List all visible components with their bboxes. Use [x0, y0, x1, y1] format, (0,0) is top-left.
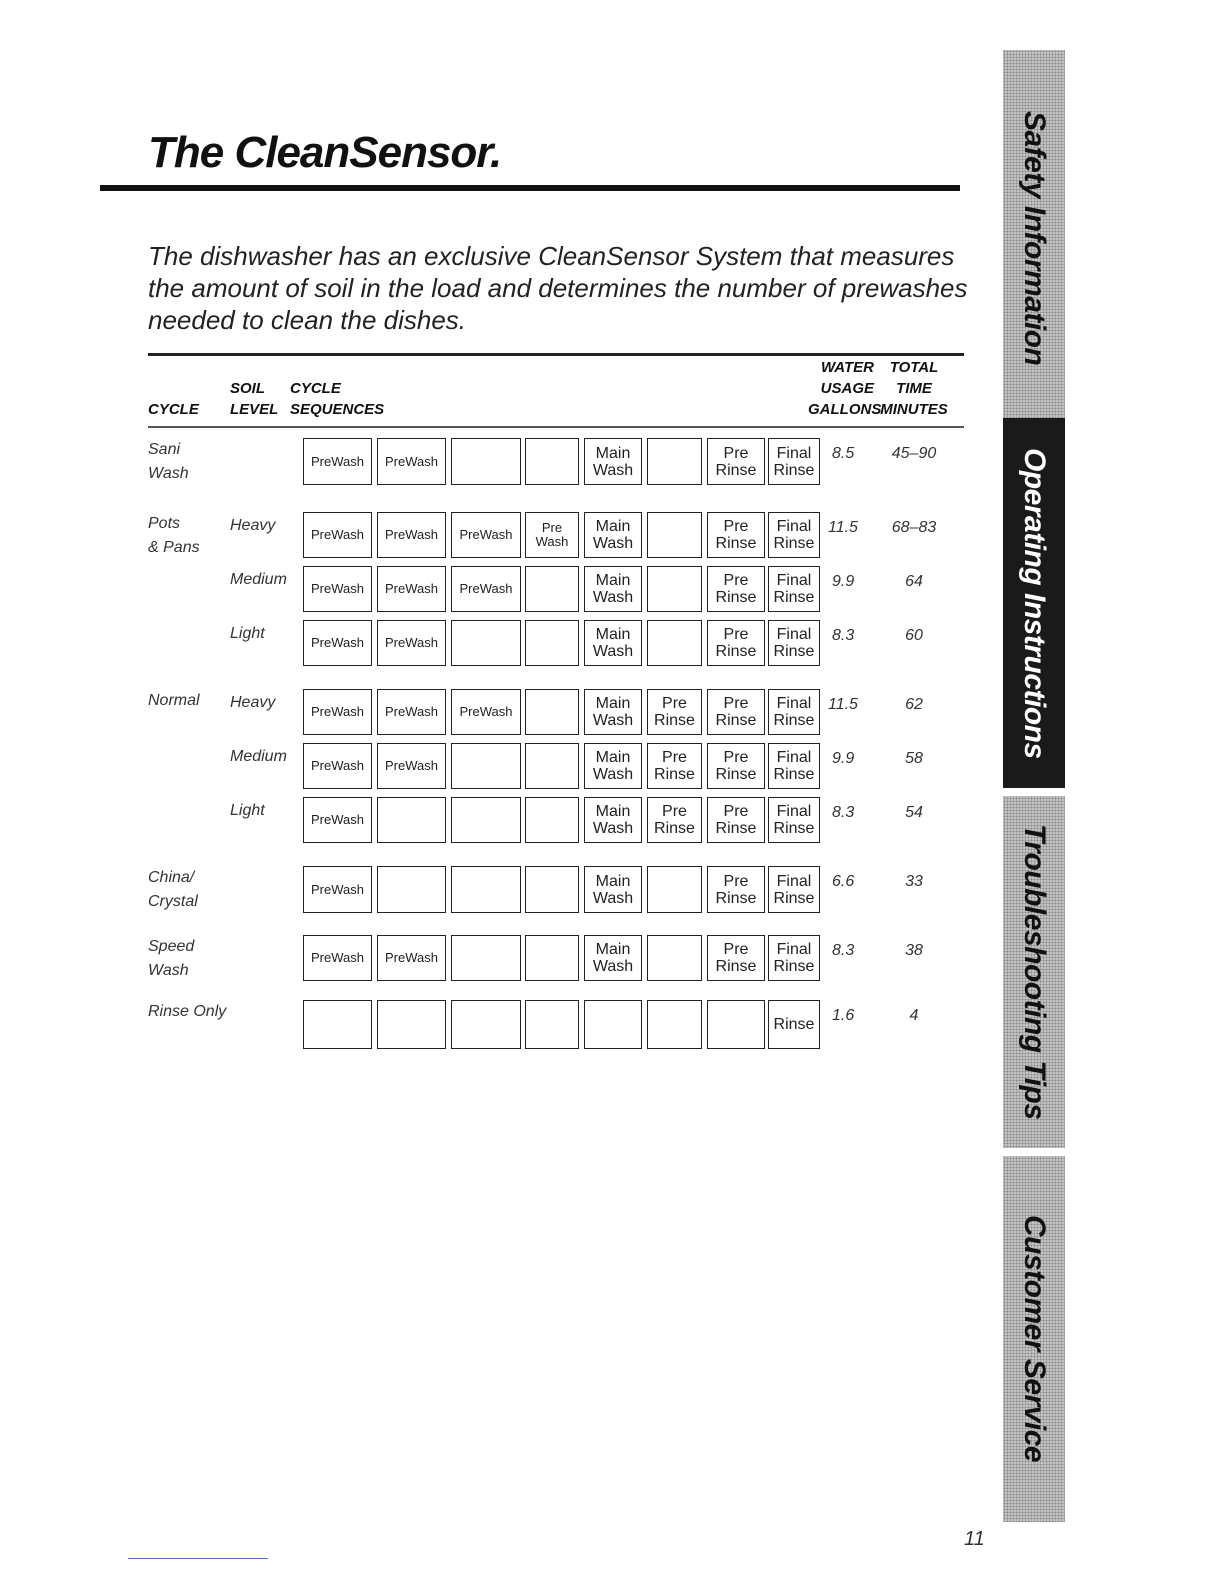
- sequence-step-box: [647, 438, 702, 485]
- sequence-step-box: PreWash: [377, 438, 446, 485]
- water-usage-value: 11.5: [828, 696, 858, 713]
- sequence-step-box: PreWash: [303, 689, 372, 735]
- sequence-step-box: [647, 1000, 702, 1049]
- cycle-name: & Pans: [148, 539, 200, 556]
- cycle-name: Wash: [148, 962, 189, 979]
- tab-divider: [1003, 1148, 1065, 1156]
- sequence-step-box: Main Wash: [584, 689, 642, 735]
- section-tab-label: Operating Instructions: [1018, 447, 1051, 759]
- total-time-value: 62: [905, 696, 923, 713]
- soil-level: Medium: [230, 748, 287, 765]
- total-time-value: 58: [905, 750, 923, 767]
- sequence-step-box: PreWash: [303, 512, 372, 558]
- sequence-step-box: PreWash: [451, 512, 521, 558]
- sequence-step-box: [451, 620, 521, 666]
- sequence-step-box: [525, 797, 579, 843]
- sequence-step-box: [584, 1000, 642, 1049]
- total-time-value: 38: [905, 942, 923, 959]
- sequence-step-box: [647, 935, 702, 981]
- sequence-step-box: Final Rinse: [768, 797, 820, 843]
- sequence-step-box: [451, 797, 521, 843]
- sequence-step-box: Pre Rinse: [647, 689, 702, 735]
- cycle-name: Pots: [148, 515, 181, 532]
- cycle-name: Normal: [148, 692, 200, 709]
- soil-level: Light: [230, 802, 265, 819]
- sequence-step-box: Pre Rinse: [707, 438, 765, 485]
- sequence-step-box: Pre Rinse: [647, 797, 702, 843]
- cycle-name: Wash: [148, 465, 189, 482]
- soil-level: Heavy: [230, 517, 276, 534]
- sequence-step-box: Pre Wash: [525, 512, 579, 558]
- sequence-step-box: [525, 689, 579, 735]
- sequence-step-box: [377, 797, 446, 843]
- sequence-step-box: PreWash: [377, 743, 446, 789]
- water-usage-value: 1.6: [832, 1007, 855, 1024]
- section-tab[interactable]: [1003, 418, 1065, 788]
- sequence-step-box: [525, 866, 579, 913]
- section-tab-label: Safety Information: [1018, 110, 1051, 366]
- soil-level: Heavy: [230, 694, 276, 711]
- water-usage-value: 6.6: [832, 873, 855, 890]
- water-usage-value: 8.5: [832, 445, 855, 462]
- sequence-step-box: [647, 620, 702, 666]
- sequence-step-box: [377, 866, 446, 913]
- sequence-step-box: [451, 743, 521, 789]
- sequence-step-box: PreWash: [303, 935, 372, 981]
- sequence-step-box: Final Rinse: [768, 743, 820, 789]
- sequence-step-box: Pre Rinse: [707, 866, 765, 913]
- total-time-value: 33: [905, 873, 923, 890]
- sequence-step-box: [647, 566, 702, 612]
- sequence-step-box: PreWash: [377, 620, 446, 666]
- section-tab[interactable]: [1003, 1156, 1065, 1522]
- header-soil-level: SOIL LEVEL: [230, 380, 279, 418]
- section-tab-label: Customer Service: [1018, 1215, 1051, 1463]
- sequence-step-box: [525, 620, 579, 666]
- sequence-step-box: [647, 512, 702, 558]
- sequence-step-box: PreWash: [303, 438, 372, 485]
- sequence-step-box: PreWash: [303, 566, 372, 612]
- water-usage-value: 9.9: [832, 750, 855, 767]
- sequence-step-box: [451, 866, 521, 913]
- section-tab-label: Troubleshooting Tips: [1018, 824, 1051, 1120]
- sequence-step-box: Main Wash: [584, 620, 642, 666]
- total-time-value: 60: [905, 627, 923, 644]
- sequence-step-box: Final Rinse: [768, 566, 820, 612]
- water-usage-value: 8.3: [832, 942, 855, 959]
- sequence-step-box: PreWash: [377, 566, 446, 612]
- sequence-step-box: PreWash: [377, 935, 446, 981]
- sequence-step-box: Pre Rinse: [707, 743, 765, 789]
- sequence-step-box: Main Wash: [584, 566, 642, 612]
- sequence-step-box: Main Wash: [584, 935, 642, 981]
- sequence-step-box: Main Wash: [584, 438, 642, 485]
- sequence-step-box: PreWash: [303, 620, 372, 666]
- sequence-step-box: Pre Rinse: [707, 512, 765, 558]
- sequence-step-box: Main Wash: [584, 797, 642, 843]
- sequence-step-box: [451, 1000, 521, 1049]
- tab-divider: [1003, 788, 1065, 796]
- sequence-step-box: PreWash: [303, 743, 372, 789]
- sequence-step-box: Main Wash: [584, 743, 642, 789]
- sequence-step-box: Final Rinse: [768, 438, 820, 485]
- header-total-time: TOTAL TIME MINUTES: [880, 359, 948, 418]
- cycle-name: Sani: [148, 441, 181, 458]
- table-header-rule: [148, 426, 964, 428]
- total-time-value: 54: [905, 804, 923, 821]
- page-number: 11: [964, 1528, 985, 1550]
- sequence-step-box: Main Wash: [584, 512, 642, 558]
- soil-level: Medium: [230, 571, 287, 588]
- sequence-step-box: PreWash: [303, 866, 372, 913]
- water-usage-value: 11.5: [828, 519, 858, 536]
- total-time-value: 45–90: [891, 445, 937, 462]
- sequence-step-box: Final Rinse: [768, 620, 820, 666]
- sequence-step-box: Pre Rinse: [707, 797, 765, 843]
- sequence-step-box: [451, 935, 521, 981]
- sequence-step-box: PreWash: [377, 512, 446, 558]
- sequence-step-box: [707, 1000, 765, 1049]
- sequence-step-box: [525, 935, 579, 981]
- title-rule: [100, 185, 960, 191]
- intro-paragraph: The dishwasher has an exclusive CleanSensor System that measures the amount of soil in the load and determines the number of prewashes needed to clean the dishes.: [148, 241, 968, 335]
- sequence-step-box: Pre Rinse: [647, 743, 702, 789]
- sequence-step-box: PreWash: [303, 797, 372, 843]
- sequence-step-box: Pre Rinse: [707, 566, 765, 612]
- sequence-step-box: Pre Rinse: [707, 689, 765, 735]
- water-usage-value: 9.9: [832, 573, 855, 590]
- sequence-step-box: Rinse: [768, 1000, 820, 1049]
- total-time-value: 64: [905, 573, 923, 590]
- sequence-step-box: [525, 438, 579, 485]
- sequence-step-box: Pre Rinse: [707, 620, 765, 666]
- water-usage-value: 8.3: [832, 804, 855, 821]
- page-title: The CleanSensor.: [148, 128, 502, 177]
- section-tab[interactable]: [1003, 58, 1065, 418]
- sequence-step-box: [377, 1000, 446, 1049]
- sequence-step-box: PreWash: [377, 689, 446, 735]
- total-time-value: 68–83: [891, 519, 937, 536]
- sequence-step-box: Main Wash: [584, 866, 642, 913]
- total-time-value: 4: [909, 1007, 919, 1024]
- sequence-step-box: Final Rinse: [768, 935, 820, 981]
- sequence-step-box: [525, 1000, 579, 1049]
- sequence-step-box: [303, 1000, 372, 1049]
- header-water-usage: WATER USAGE GALLONS: [808, 359, 882, 418]
- sequence-step-box: PreWash: [451, 689, 521, 735]
- cycle-name: China/: [148, 869, 195, 886]
- cycle-name: Speed: [148, 938, 195, 955]
- water-usage-value: 8.3: [832, 627, 855, 644]
- sequence-step-box: PreWash: [451, 566, 521, 612]
- cycle-name: Crystal: [148, 893, 198, 910]
- sequence-step-box: Final Rinse: [768, 866, 820, 913]
- cycle-name: Rinse Only: [148, 1003, 227, 1020]
- header-cycle: CYCLE: [148, 401, 199, 418]
- sequence-step-box: [525, 743, 579, 789]
- section-tab[interactable]: [1003, 796, 1065, 1148]
- table-top-rule: [148, 353, 964, 356]
- sequence-step-box: [647, 866, 702, 913]
- sequence-step-box: Final Rinse: [768, 512, 820, 558]
- soil-level: Light: [230, 625, 265, 642]
- header-cycle-sequences: CYCLE SEQUENCES: [290, 380, 385, 418]
- sequence-step-box: [451, 438, 521, 485]
- footer-line: [128, 1558, 268, 1559]
- sequence-step-box: Final Rinse: [768, 689, 820, 735]
- sequence-step-box: Pre Rinse: [707, 935, 765, 981]
- sequence-step-box: [525, 566, 579, 612]
